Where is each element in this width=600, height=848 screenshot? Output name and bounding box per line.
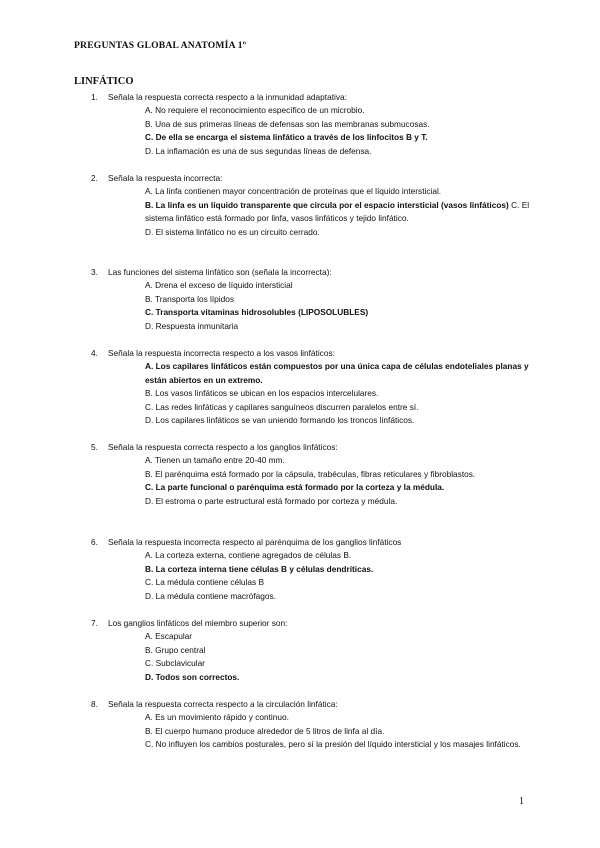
question-number: 1. xyxy=(91,92,98,102)
question-text: Los ganglios linfáticos del miembro superior son: xyxy=(108,618,288,628)
option-c-correct: C. De ella se encarga el sistema linfático a través de los linfocitos B y T. xyxy=(145,132,428,143)
option-a: A. Escapular xyxy=(145,631,193,642)
option-d-correct: D. Todos son correctos. xyxy=(145,671,240,682)
option-c-correct: C. La parte funcional o parénquima está formado por la corteza y la médula. xyxy=(145,482,445,493)
question-text: Señala la respuesta incorrecta respecto a los vasos linfáticos: xyxy=(108,348,335,358)
options-list xyxy=(145,630,530,684)
option-c: C. Subclavicular xyxy=(145,658,205,669)
option-a: A. Tienen un tamaño entre 20-40 mm. xyxy=(145,455,285,466)
option-b: B. Los vasos linfáticos se ubican en los espacios intercelulares. xyxy=(145,388,379,399)
option-a: A. No requiere el reconocimiento específico de un microbio. xyxy=(145,105,365,116)
question-text: Señala la respuesta incorrecta: xyxy=(108,173,223,183)
option-c: C. No influyen los cambios posturales, pero sí la presión del líquido intersticial y los masajes linfáticos. xyxy=(145,739,521,750)
option-d: D. La médula contiene macrófagos. xyxy=(145,590,276,601)
option-a: A. La corteza externa, contiene agregados de células B. xyxy=(145,550,352,561)
option-c: C. El sistema linfático está formado por linfa, vasos linfáticos y tejido linfático. xyxy=(145,199,530,224)
question-text: Señala la respuesta incorrecta respecto al parénquima de los ganglios linfáticos xyxy=(108,537,402,547)
option-d: D. Los capilares linfáticos se van uniendo formando los troncos linfáticos. xyxy=(145,415,415,426)
option-b: B. Transporta los lípidos xyxy=(145,293,235,304)
option-b: B. Una de sus primeras líneas de defensas son las membranas submucosas. xyxy=(145,118,430,129)
options-list xyxy=(145,454,530,508)
option-b: B. El cuerpo humano produce alrededor de 5 litros de linfa al día. xyxy=(145,725,385,736)
question-number: 7. xyxy=(91,618,98,628)
option-c-correct: C. Transporta vitaminas hidrosolubles (LIPOSOLUBLES) xyxy=(145,307,369,318)
question-text: Señala la respuesta correcta respecto a la circulación linfática: xyxy=(108,699,338,709)
question-number: 4. xyxy=(91,348,98,358)
question-text: Señala la respuesta correcta respecto a los ganglios linfáticos: xyxy=(108,442,338,452)
question-number: 6. xyxy=(91,537,98,547)
option-b-correct: B. La linfa es un líquido transparente que circula por el espacio intersticial (vasos linfáticos) xyxy=(145,199,509,210)
option-a: A. La linfa contienen mayor concentración de proteínas que el líquido intersticial. xyxy=(145,186,442,197)
option-c: C. La médula contiene células B xyxy=(145,577,264,588)
option-a-correct: A. Los capilares linfáticos están compuestos por una única capa de células endoteliales planas y están abiertos en un extremo. xyxy=(145,361,529,385)
option-d: D. El estroma o parte estructural está formado por corteza y médula. xyxy=(145,495,398,506)
option-d: D. El sistema linfático no es un circuito cerrado. xyxy=(145,226,320,237)
option-a: A. Drena el exceso de líquido intersticial xyxy=(145,280,293,291)
question-number: 2. xyxy=(91,173,98,183)
option-b: B. Grupo central xyxy=(145,644,206,655)
option-b: B. El parénquima está formado por la cápsula, trabéculas, fibras reticulares y fibroblastos. xyxy=(145,468,476,479)
options-list xyxy=(145,711,530,751)
option-d: D. La inflamación es una de sus segundas líneas de defensa. xyxy=(145,145,372,156)
question-text: Señala la respuesta correcta respecto a la inmunidad adaptativa: xyxy=(108,92,347,102)
section-title: LINFÁTICO xyxy=(74,76,134,87)
options-list xyxy=(145,104,530,158)
option-b-c-combined xyxy=(145,199,530,226)
option-b-correct: B. La corteza interna tiene células B y células dendríticas. xyxy=(145,563,374,574)
page-header: PREGUNTAS GLOBAL ANATOMÍA 1º xyxy=(74,40,247,51)
options-list xyxy=(145,185,530,239)
options-list xyxy=(145,279,530,333)
question-number: 8. xyxy=(91,699,98,709)
options-list xyxy=(145,549,530,603)
question-text: Las funciones del sistema linfático son (señala la incorrecta): xyxy=(108,267,332,277)
option-d: D. Respuesta inmunitaria xyxy=(145,320,239,331)
question-number: 5. xyxy=(91,442,98,452)
question-number: 3. xyxy=(91,267,98,277)
options-list xyxy=(145,360,530,427)
option-c: C. Las redes linfáticas y capilares sanguíneos discurren paralelos entre sí. xyxy=(145,401,419,412)
option-a: A. Es un movimiento rápido y continuo. xyxy=(145,712,289,723)
page-number: 1 xyxy=(519,796,524,807)
